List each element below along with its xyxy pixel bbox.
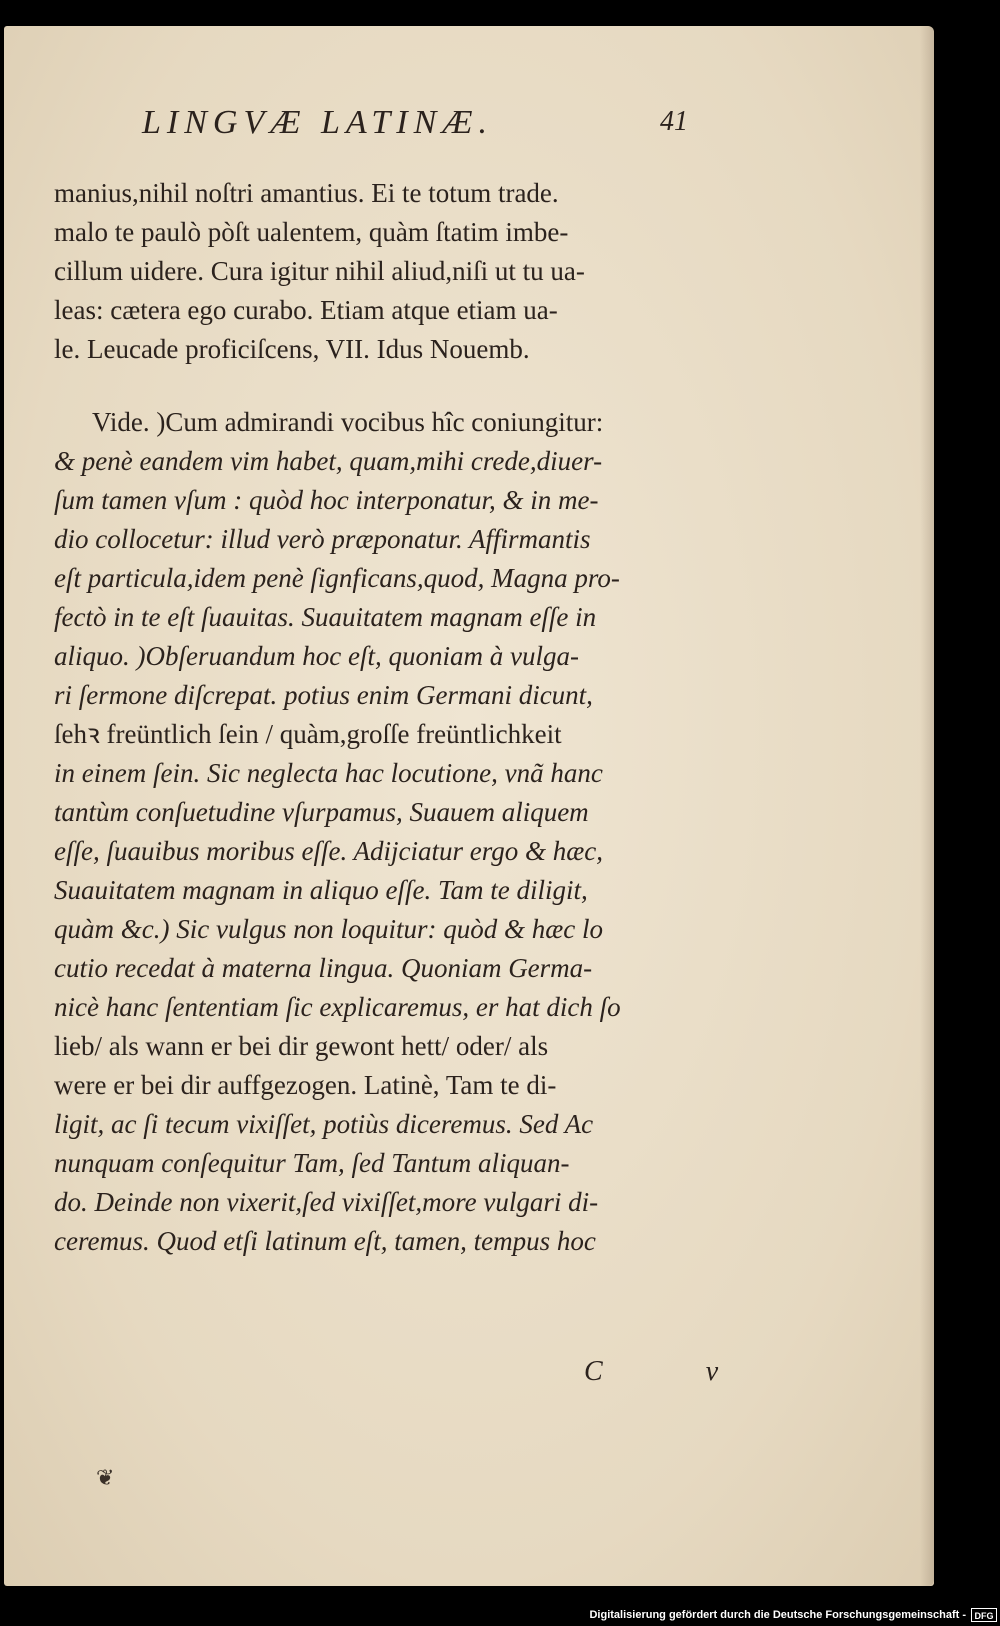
text-line: & penè eandem vim habet, quam,mihi crede,diuer- [54,446,603,476]
text-line: aliquo. )Obſeruandum hoc eſt, quoniam à vulga- [54,641,579,671]
text-line: ligit, ac ſi tecum vixiſſet, potiùs diceremus. Sed Ac [54,1109,594,1139]
commentary-text [54,403,774,1261]
text-line: malo te paulò pòſt ualentem, quàm ſtatim imbe- [54,217,569,247]
text-block [54,174,774,1261]
margin-mark: ❦ [96,1466,115,1491]
signature-letter: C [584,1356,607,1387]
text-line: were er bei dir auffgezogen. Latinè, Tam te di- [54,1070,557,1100]
running-head: LINGVÆ LATINÆ. [142,104,494,141]
text-line: tantùm conſuetudine vſurpamus, Suauem aliquem [54,797,589,827]
text-line: ſehꝛ freüntlich ſein / quàm,groſſe freüntlichkeit [54,719,562,749]
page-number: 41 [660,106,688,137]
text-line: lieb/ als wann er bei dir gewont hett/ oder/ als [54,1031,549,1061]
text-line: in einem ſein. Sic neglecta hac locutione, vnã hanc [54,758,603,788]
text-line: ceremus. Quod etſi latinum eſt, tamen, tempus hoc [54,1226,596,1256]
text-line: nicè hanc ſententiam ſic explicaremus, er hat dich ſo [54,992,621,1022]
text-line: fectò in te eſt ſuauitas. Suauitatem magnam eſſe in [54,602,597,632]
text-line: nunquam conſequitur Tam, ſed Tantum aliquan- [54,1148,570,1178]
text-line: ſum tamen vſum : quòd hoc interponatur, & in me- [54,485,599,515]
signature-sheet: v [705,1356,723,1387]
text-line: manius,nihil noſtri amantius. Ei te totum trade. [54,178,559,208]
text-line: eſſe, ſuauibus moribus eſſe. Adijciatur ergo & hæc, [54,836,603,866]
text-line: ri ſermone diſcrepat. potius enim Germani dicunt, [54,680,593,710]
text-line: do. Deinde non vixerit,ſed vixiſſet,more vulgari di- [54,1187,599,1217]
book-page [4,26,934,1586]
text-line: dio collocetur: illud verò præponatur. Affirmantis [54,524,591,554]
text-line: Vide. )Cum admirandi vocibus hîc coniungitur: [92,407,604,437]
text-line: quàm &c.) Sic vulgus non loquitur: quòd & hæc lo [54,914,603,944]
letter-text [54,174,774,369]
text-line: le. Leucade proficiſcens, VII. Idus Nouemb. [54,334,530,364]
text-line: eſt particula,idem penè ſignficans,quod, Magna pro- [54,563,620,593]
text-line: leas: cætera ego curabo. Etiam atque etiam ua- [54,295,558,325]
text-line: cillum uidere. Cura igitur nihil aliud,niſi ut tu ua- [54,256,585,286]
footer-bar [0,1602,1000,1626]
text-line: Suauitatem magnam in aliquo eſſe. Tam te diligit, [54,875,588,905]
paragraph-gap [54,369,774,403]
dfg-logo: DFG [971,1608,997,1622]
funding-credit: Digitalisierung gefördert durch die Deutsche Forschungsgemeinschaft - [589,1609,966,1621]
signature-mark [584,1356,722,1388]
text-line: cutio recedat à materna lingua. Quoniam Germa- [54,953,593,983]
